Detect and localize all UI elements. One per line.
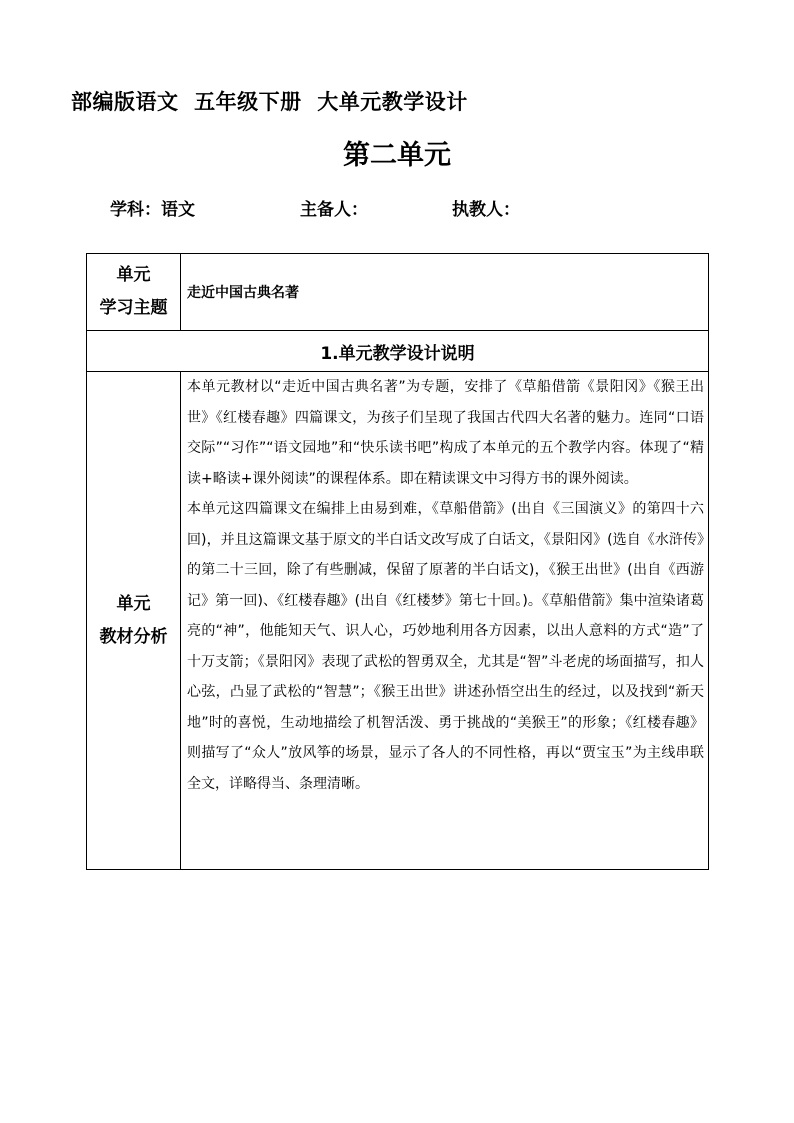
preparer-label: 主备人： [300,200,368,220]
section-row [87,331,709,372]
theme-value-cell: 走近中国古典名著 [181,254,709,331]
meta-row [0,195,794,221]
theme-label-cell [87,254,181,331]
theme-row [87,254,709,331]
analysis-content-cell [181,372,709,870]
analysis-label-cell [87,372,181,870]
theme-label-line-2: 学习主题 [99,298,168,318]
subject-label: 学科：语文 [110,200,195,220]
analysis-paragraph-2: 本单元这四篇课文在编排上由易到难，《草船借箭》(出自《三国演义》的第四十六回)，并且这篇课文基于原文的半白话文改写成了白话文，《景阳冈》(选自《水浒传》的第二十三回，除了有些删减，保留了原著的半白话文)，《猴王出世》(出自《西游记》第一回)、《红楼春趣》(出自《红楼梦》第七十回。)。《草船借箭》集中渲染诸葛亮的“神”，他能知天气、识人心，巧妙地利用各方因素，以出人意料的方式“造”了十万支箭；《景阳冈》表现了武松的智勇双全，尤其是“智”斗老虎的场面描写，扣人心弦，凸显了武松的“智慧”；《猴王出世》讲述孙悟空出生的经过，以及找到“新天地”时的喜悦，生动地描绘了机智活泼、勇于挑战的“美猴王”的形象；《红楼春趣》则描写了“众人”放风筝的场景，显示了各人的不同性格，再以“贾宝玉”为主线串联全文，详略得当、条理清晰。 [187,501,704,792]
analysis-row [87,372,709,870]
analysis-paragraph-1: 本单元教材以“走近中国古典名著”为专题，安排了《草船借箭《景阳冈》《猴王出世》《红楼春趣》四篇课文，为孩子们呈现了我国古代四大名著的魅力。连同“口语交际”“习作”“语文园地”和“快乐读书吧”构成了本单元的五个教学内容。体现了“精读+略读+课外阅读”的课程体系。即在精读课文中习得方书的课外阅读。 [187,379,704,487]
document-header: 部编版语文 五年级下册 大单元教学设计 [71,90,468,114]
theme-label-line-1: 单元 [116,265,151,285]
unit-design-table [86,253,709,870]
analysis-label-line-1: 单元 [116,593,151,614]
teacher-label: 执教人： [452,200,520,220]
section-title: 1.单元教学设计说明 [87,331,709,372]
analysis-label-line-2: 教材分析 [99,626,168,647]
unit-title: 第二单元 [343,140,451,171]
